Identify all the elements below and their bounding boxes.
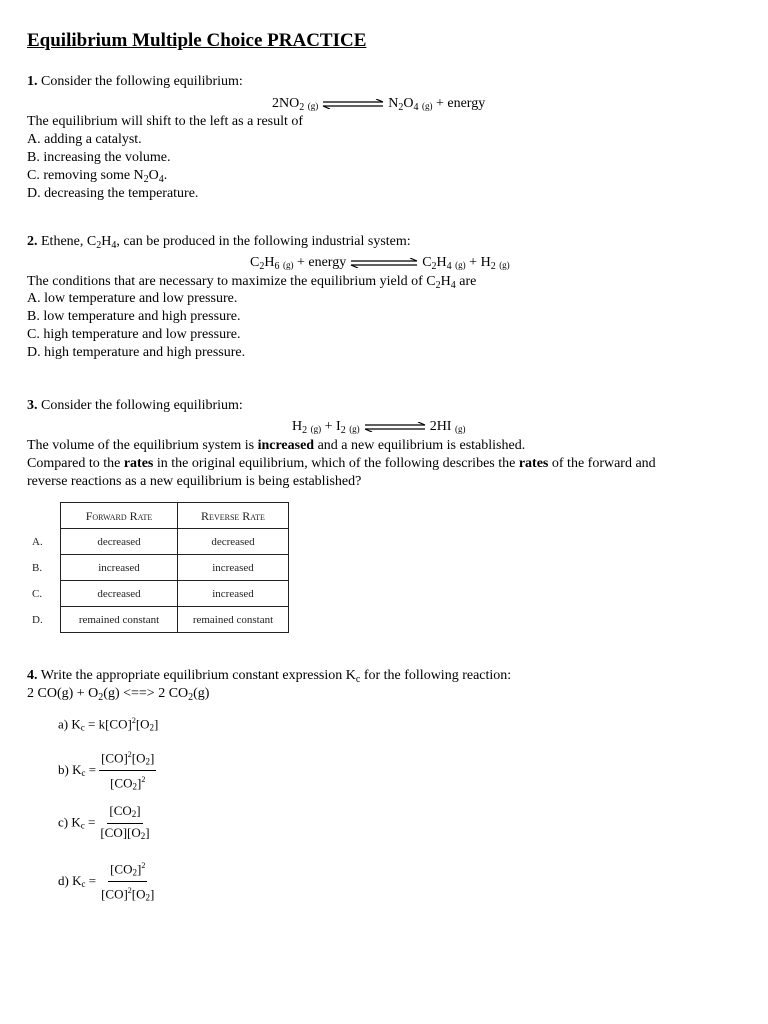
q4-option-c: c) $K_c$ = $\frac{[CO_2]}{[CO][O_2]}$ [58, 803, 150, 841]
page-title: Equilibrium Multiple Choice PRACTICE [27, 30, 367, 51]
table-row [28, 529, 289, 555]
q4-reaction: 2 $CO(g) + O_2(g)$ <==> 2 $CO_2(g)$ [27, 686, 210, 703]
q2-stem: The conditions that are necessary to maximize the equilibrium yield of $C_2H_4$ are [27, 274, 477, 291]
row-label: C. [32, 587, 43, 600]
q3-line-2: Compared to the rates in the original equilibrium, which of the following describes the rates of the forward and [27, 456, 656, 471]
table-row [28, 555, 289, 581]
rates-table [28, 502, 289, 633]
table-row [28, 607, 289, 633]
q1-prompt: 1. Consider the following equilibrium: [27, 74, 243, 89]
q4-option-b: b) $K_c$ = $\frac{[CO]^2[O_2]}{[CO_2]^2}$ [58, 746, 156, 796]
q4-option-d: d) $K_c$ = $\frac{[CO_2]^2}{[CO]^2[O_2]}$ [58, 857, 156, 907]
forward-rate-cell: decreased [61, 581, 178, 607]
q1-option-b: B. increasing the volume. [27, 150, 171, 165]
equilibrium-arrows-icon [350, 258, 418, 268]
q2-option-b: B. low temperature and high pressure. [27, 309, 241, 324]
q1-stem: The equilibrium will shift to the left as a result of [27, 114, 304, 129]
row-label: A. [32, 535, 43, 548]
column-header-forward-rate: Forward Rate [61, 503, 178, 529]
forward-rate-cell: decreased [61, 529, 178, 555]
reverse-rate-cell: increased [178, 581, 289, 607]
q3-line-1: The volume of the equilibrium system is increased and a new equilibrium is established. [27, 438, 526, 453]
q2-option-a: A. low temperature and low pressure. [27, 291, 238, 306]
q3-line-3: reverse reactions as a new equilibrium is being established? [27, 474, 362, 489]
reverse-rate-cell: increased [178, 555, 289, 581]
q3-equation: $H_2$ $_{(g)} + I_2$ $_{(g)}$ 2HI $_{(g)}$ [292, 419, 466, 436]
reverse-rate-cell: remained constant [178, 607, 289, 633]
row-label: D. [32, 613, 43, 626]
q1-option-a: A. adding a catalyst. [27, 132, 142, 147]
q2-option-c: C. high temperature and low pressure. [27, 327, 241, 342]
q2-option-d: D. high temperature and high pressure. [27, 345, 246, 360]
row-label: B. [32, 561, 43, 574]
q4-prompt: 4. Write the appropriate equilibrium constant expression $K_c$ for the following reaction: [27, 668, 512, 685]
reverse-rate-cell: decreased [178, 529, 289, 555]
column-header-reverse-rate: Reverse Rate [178, 503, 289, 529]
q2-equation: $C_2H_6$ $_{(g)}$ + energy $C_2H_4$ $_{(g)} + H_2$ $_{(g)}$ [250, 255, 510, 272]
table-header-row [28, 503, 289, 529]
q1-option-d: D. decreasing the temperature. [27, 186, 199, 201]
q1-equation: $2NO_2$ $_{(g)}$ $N_2O_4$ $_{(g)}$ + energy [272, 96, 486, 113]
forward-rate-cell: remained constant [61, 607, 178, 633]
q4-option-a: a) $K_c = k[CO]^2[O_2]$ [58, 716, 159, 733]
equilibrium-arrows-icon [364, 422, 426, 432]
q3-prompt: 3. Consider the following equilibrium: [27, 398, 243, 413]
q2-prompt: 2. Ethene, $C_2H_4$, can be produced in the following industrial system: [27, 234, 411, 251]
q1-option-c: C. removing some $N_2O_4$. [27, 168, 168, 185]
equilibrium-arrows-icon [322, 99, 384, 109]
table-row [28, 581, 289, 607]
forward-rate-cell: increased [61, 555, 178, 581]
